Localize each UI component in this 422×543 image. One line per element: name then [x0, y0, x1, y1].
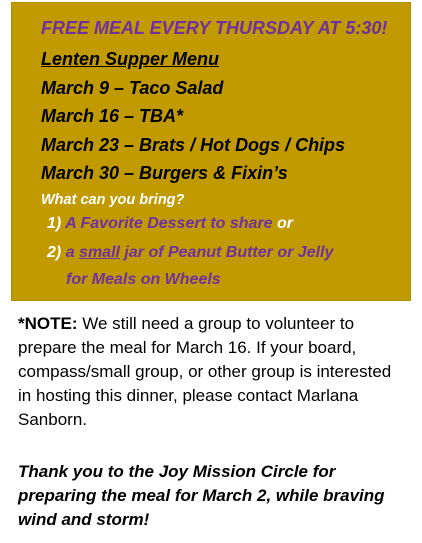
menu-item-march-30: March 30 – Burgers & Fixin’s	[41, 163, 288, 183]
option-number: 2)	[47, 244, 62, 261]
menu-item-march-9: March 9 – Taco Salad	[41, 78, 224, 98]
option-peanut-butter-line2: for Meals on Wheels	[66, 271, 221, 288]
option-underlined: small	[79, 244, 120, 261]
option-peanut-butter	[47, 244, 333, 262]
note-text: We still need a group to volunteer to prepare the meal for March 16. If your board, compass/small group, or other group is interested in hosting this dinner, please contact Marlana Sanborn.	[18, 314, 392, 429]
menu-title: Lenten Supper Menu	[41, 49, 220, 69]
option-dessert	[47, 215, 293, 233]
option-text: jar of Peanut Butter or Jelly	[124, 244, 334, 261]
menu-box	[11, 2, 411, 301]
note-label: *NOTE:	[18, 314, 78, 333]
option-prefix: a	[65, 244, 75, 261]
headline: FREE MEAL EVERY THURSDAY AT 5:30!	[41, 18, 388, 38]
bring-question: What can you bring?	[41, 192, 185, 208]
option-number: 1)	[47, 215, 62, 232]
option-text: A Favorite Dessert to share	[65, 215, 273, 232]
option-or: or	[277, 215, 294, 232]
thanks-paragraph: Thank you to the Joy Mission Circle for preparing the meal for March 2, while braving wind and storm!	[18, 462, 385, 529]
menu-item-march-23: March 23 – Brats / Hot Dogs / Chips	[41, 135, 346, 155]
menu-item-march-16: March 16 – TBA*	[41, 106, 184, 126]
note-paragraph	[18, 312, 408, 432]
